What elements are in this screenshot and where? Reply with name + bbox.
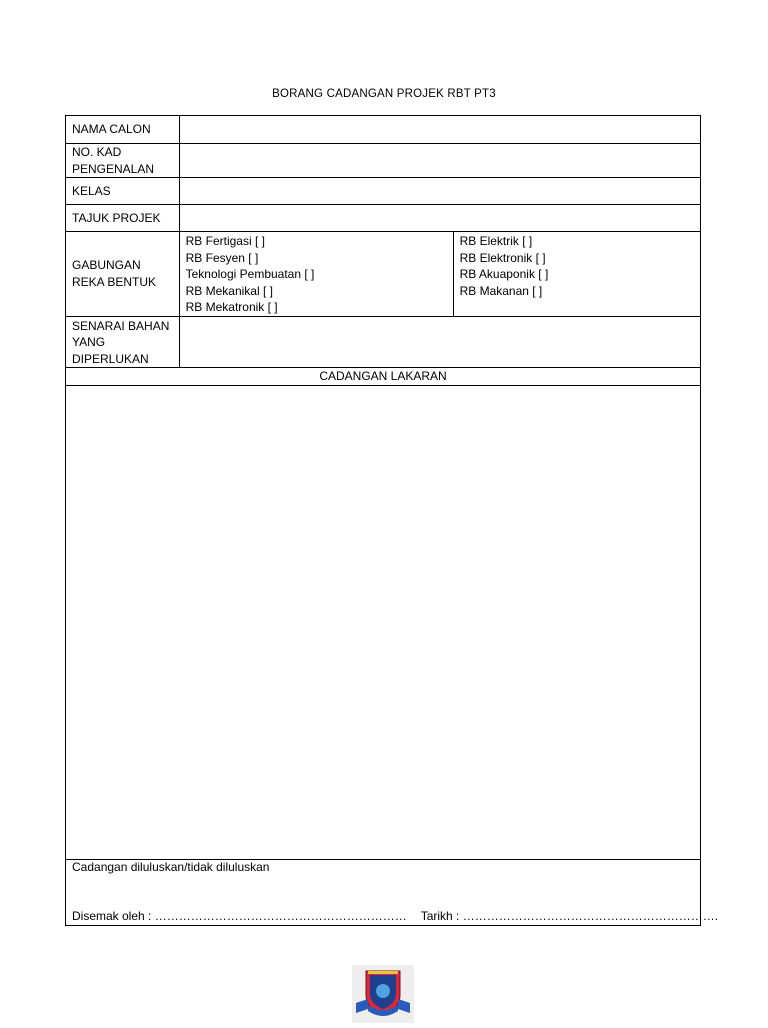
option-teknologi-pembuatan[interactable]: Teknologi Pembuatan [ ]	[185, 267, 315, 281]
label-nama-calon: NAMA CALON	[66, 116, 180, 144]
option-rb-fertigasi[interactable]: RB Fertigasi [ ]	[185, 234, 265, 248]
field-kelas[interactable]	[179, 178, 700, 205]
option-rb-akuaponik[interactable]: RB Akuaponik [ ]	[459, 267, 549, 281]
row-approval	[66, 859, 701, 925]
date-field[interactable]: Tarikh : ……………………………………………………….	[420, 909, 719, 923]
field-senarai-bahan[interactable]	[179, 316, 700, 368]
option-rb-mekatronik[interactable]: RB Mekatronik [ ]	[185, 300, 278, 314]
field-no-kad[interactable]	[179, 144, 700, 178]
field-tajuk-projek[interactable]	[179, 205, 700, 232]
field-nama-calon[interactable]	[179, 116, 700, 144]
row-tajuk-projek	[66, 205, 701, 232]
label-no-kad: NO. KAD PENGENALAN	[66, 144, 180, 178]
row-kelas	[66, 178, 701, 205]
label-kelas: KELAS	[66, 178, 180, 205]
option-rb-fesyen[interactable]: RB Fesyen [ ]	[185, 250, 259, 265]
school-crest-icon	[352, 965, 414, 1023]
option-rb-mekanikal[interactable]: RB Mekanikal [ ]	[185, 283, 273, 298]
row-no-kad	[66, 144, 701, 178]
sketch-area[interactable]	[66, 385, 701, 859]
approval-signoff	[72, 908, 719, 925]
form-title: BORANG CADANGAN PROJEK RBT PT3	[272, 88, 496, 100]
label-tajuk-projek: TAJUK PROJEK	[66, 205, 180, 232]
school-logo	[352, 965, 414, 1023]
options-left	[179, 232, 453, 317]
option-rb-elektrik[interactable]: RB Elektrik [ ]	[459, 234, 533, 248]
row-senarai-bahan	[66, 316, 701, 368]
approval-status: Cadangan diluluskan/tidak diluluskan	[72, 859, 270, 874]
options-right	[453, 232, 700, 317]
option-rb-elektronik[interactable]: RB Elektronik [ ]	[459, 250, 546, 265]
row-gabungan	[66, 232, 701, 317]
row-nama-calon	[66, 116, 701, 144]
row-sketch-header	[66, 368, 701, 386]
row-sketch-area	[66, 385, 701, 859]
checked-by-field[interactable]: Disemak oleh : ………………………………………………………	[72, 909, 407, 923]
sketch-header: CADANGAN LAKARAN	[66, 368, 701, 386]
label-gabungan: GABUNGAN REKA BENTUK	[66, 232, 180, 317]
option-rb-makanan[interactable]: RB Makanan [ ]	[459, 283, 543, 298]
proposal-form-table	[65, 115, 719, 926]
label-senarai-bahan: SENARAI BAHAN YANG DIPERLUKAN	[66, 316, 180, 368]
approval-section	[66, 859, 719, 925]
